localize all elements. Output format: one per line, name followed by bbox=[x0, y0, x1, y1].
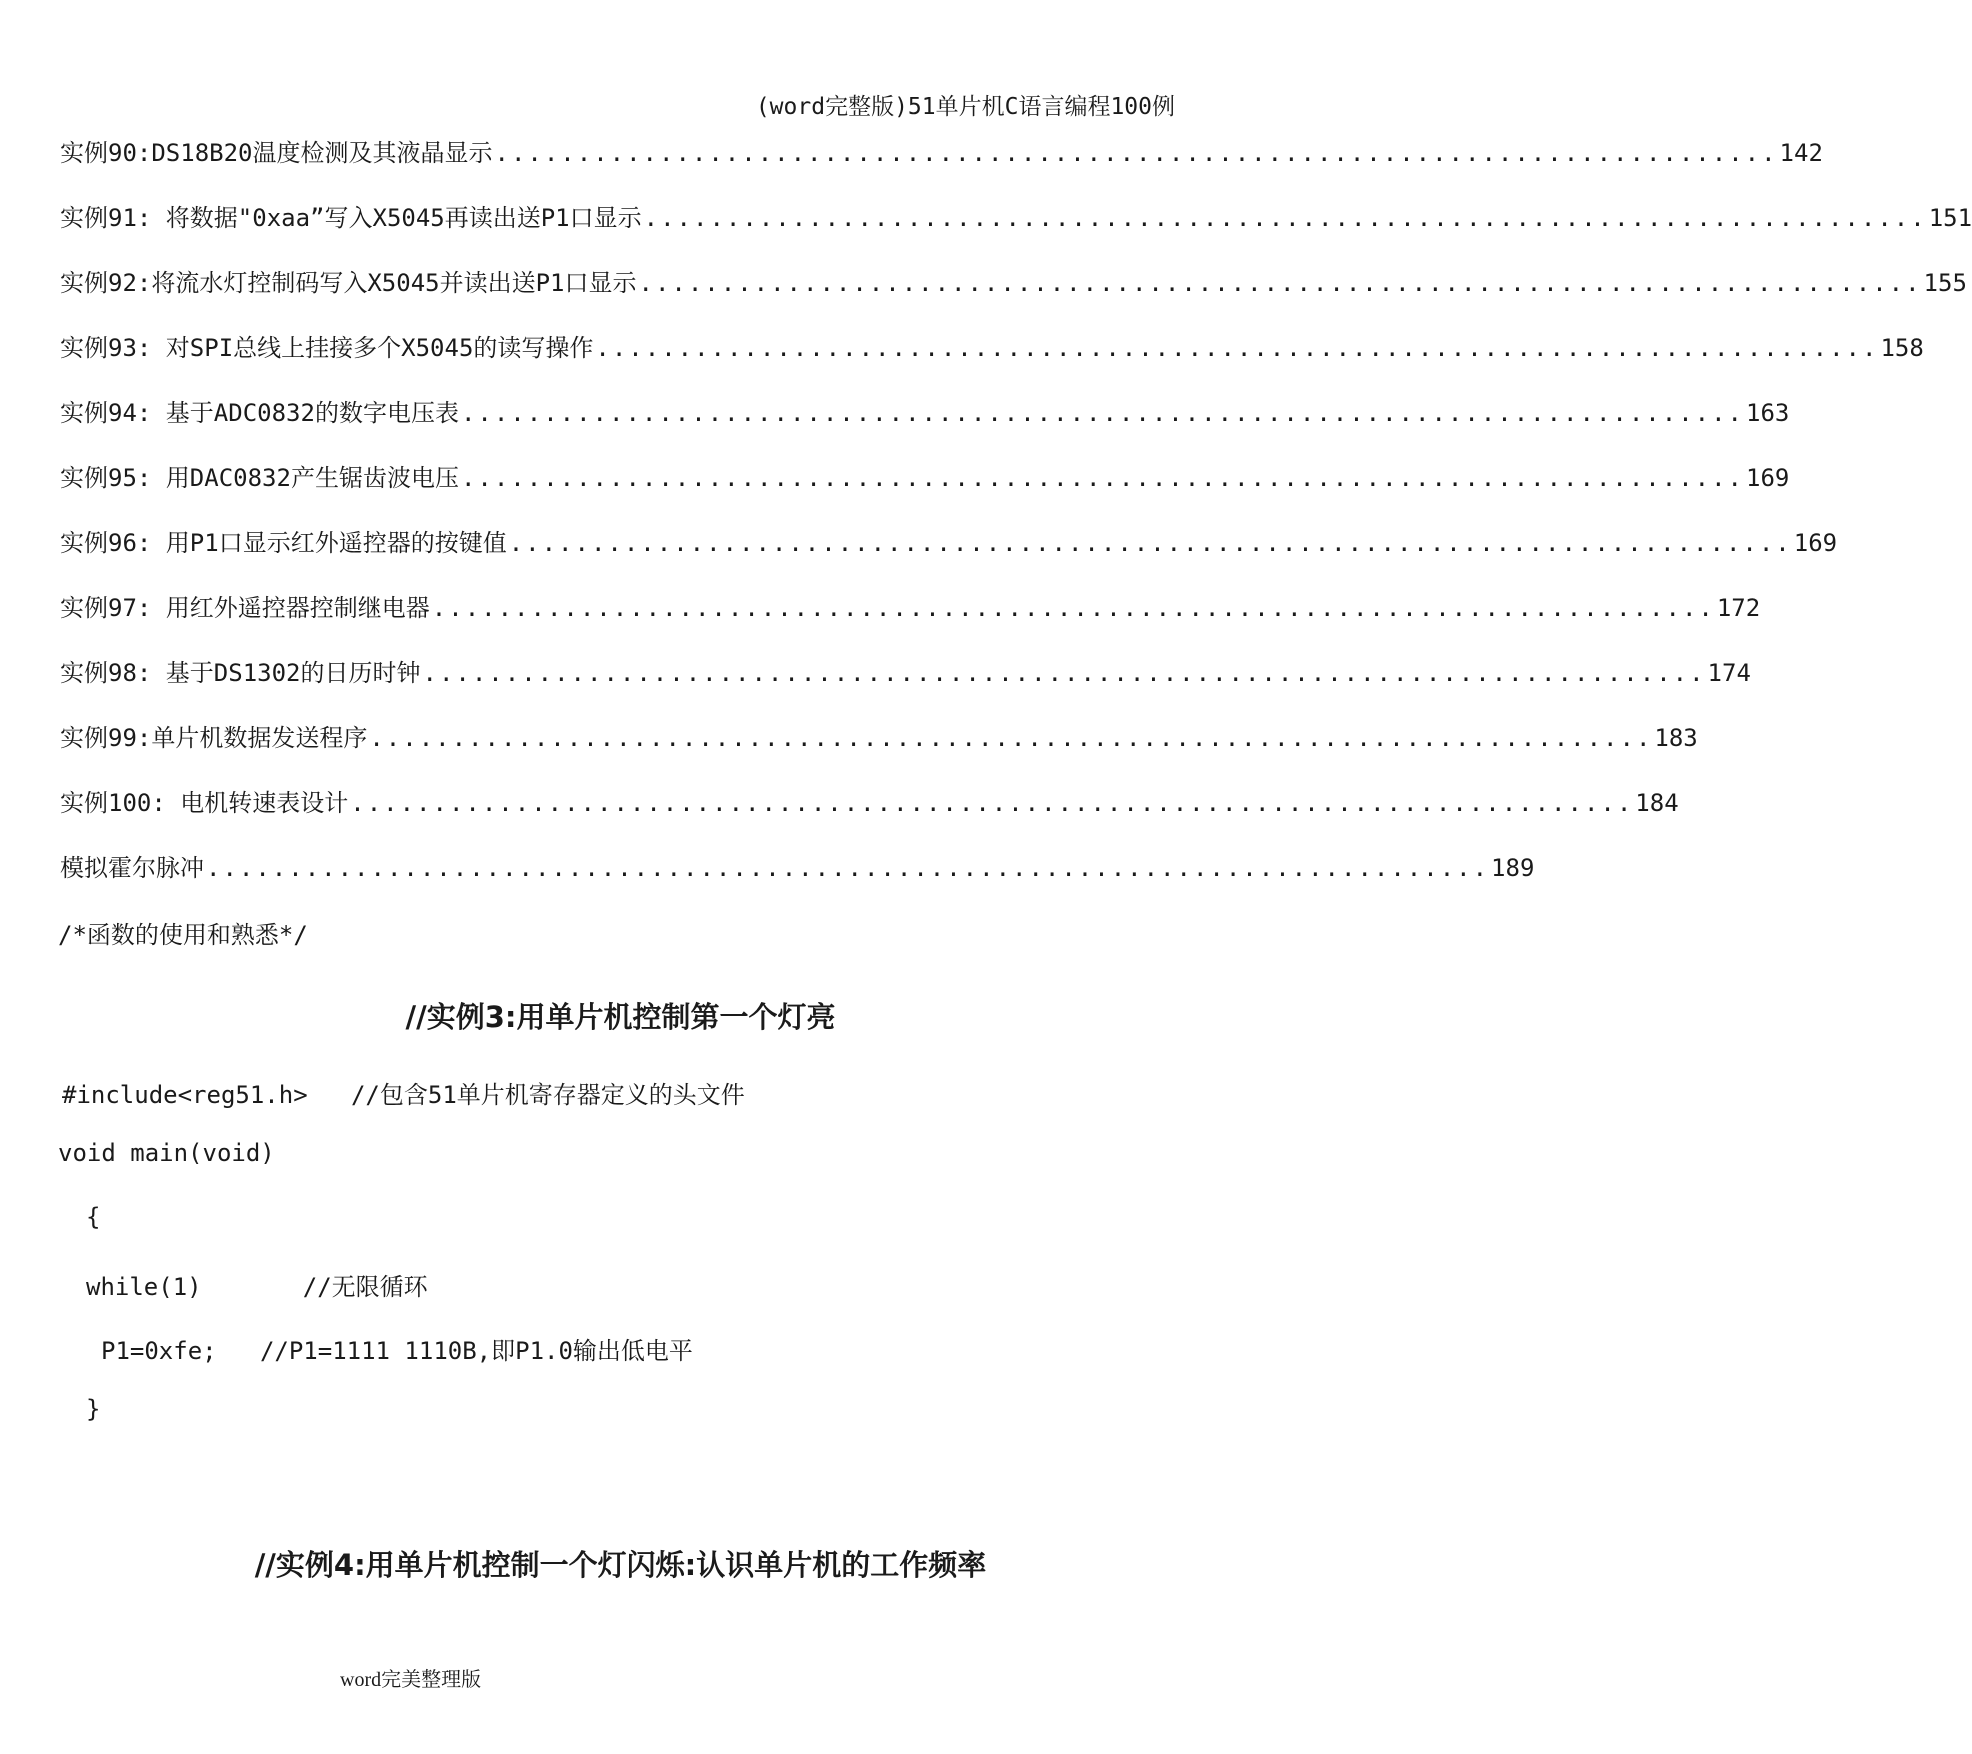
comment-line: /*函数的使用和熟悉*/ bbox=[58, 921, 308, 949]
toc-entry-page: 155 bbox=[1923, 269, 1967, 297]
toc-entry-label: 实例93: 对SPI总线上挂接多个X5045的读写操作 bbox=[60, 334, 594, 362]
page-footer: word完美整理版 bbox=[340, 1669, 482, 1691]
toc-leader-dots: .............................................................................. bbox=[460, 464, 1744, 492]
toc-leader-dots: .............................................................................. bbox=[508, 529, 1792, 557]
toc-leader-dots: .............................................................................. bbox=[595, 334, 1879, 362]
toc-entry bbox=[60, 458, 1790, 523]
toc-entry-page: 151 bbox=[1928, 204, 1972, 232]
toc-entry-page: 189 bbox=[1491, 854, 1535, 882]
toc-entry-label: 实例98: 基于DS1302的日历时钟 bbox=[60, 659, 421, 687]
toc-entry bbox=[60, 393, 1790, 458]
toc-entry bbox=[60, 653, 1751, 718]
toc-entry-label: 实例99:单片机数据发送程序 bbox=[60, 724, 368, 752]
toc-entry-page: 158 bbox=[1880, 334, 1924, 362]
toc-leader-dots: .............................................................................. bbox=[369, 724, 1653, 752]
toc-entry-label: 实例90:DS18B20温度检测及其液晶显示 bbox=[60, 139, 493, 167]
code-line: } bbox=[86, 1395, 101, 1423]
table-of-contents bbox=[60, 133, 1972, 913]
toc-leader-dots: .............................................................................. bbox=[494, 139, 1778, 167]
toc-entry bbox=[60, 198, 1972, 263]
toc-leader-dots: .............................................................................. bbox=[638, 269, 1922, 297]
toc-entry bbox=[60, 523, 1838, 588]
toc-entry-page: 142 bbox=[1779, 139, 1823, 167]
toc-entry-page: 174 bbox=[1707, 659, 1751, 687]
toc-entry bbox=[60, 133, 1823, 198]
code-line: #include<reg51.h> //包含51单片机寄存器定义的头文件 bbox=[62, 1081, 745, 1109]
toc-entry bbox=[60, 263, 1967, 328]
toc-leader-dots: .............................................................................. bbox=[350, 789, 1634, 817]
toc-entry-label: 模拟霍尔脉冲 bbox=[60, 854, 204, 882]
toc-entry-page: 184 bbox=[1635, 789, 1679, 817]
toc-entry bbox=[60, 718, 1698, 783]
toc-entry-label: 实例94: 基于ADC0832的数字电压表 bbox=[60, 399, 459, 427]
toc-entry bbox=[60, 328, 1924, 393]
toc-leader-dots: .............................................................................. bbox=[643, 204, 1927, 232]
toc-leader-dots: .............................................................................. bbox=[431, 594, 1715, 622]
code-line: while(1) //无限循环 bbox=[86, 1273, 428, 1301]
toc-entry bbox=[60, 848, 1535, 913]
toc-entry bbox=[60, 783, 1679, 848]
code-line: void main(void) bbox=[58, 1139, 275, 1167]
toc-entry-page: 183 bbox=[1654, 724, 1698, 752]
toc-entry-label: 实例95: 用DAC0832产生锯齿波电压 bbox=[60, 464, 459, 492]
section-3-title: //实例3:用单片机控制第一个灯亮 bbox=[405, 1000, 836, 1034]
toc-entry-page: 169 bbox=[1793, 529, 1838, 557]
toc-entry-page: 169 bbox=[1746, 464, 1790, 492]
toc-entry bbox=[60, 588, 1761, 653]
toc-entry-label: 实例96: 用P1口显示红外遥控器的按键值 bbox=[60, 529, 507, 557]
toc-entry-label: 实例100: 电机转速表设计 bbox=[60, 789, 349, 817]
toc-leader-dots: .............................................................................. bbox=[460, 399, 1744, 427]
code-line: P1=0xfe; //P1=1111 1110B,即P1.0输出低电平 bbox=[101, 1337, 693, 1365]
toc-entry-page: 163 bbox=[1746, 399, 1790, 427]
section-4-title: //实例4:用单片机控制一个灯闪烁:认识单片机的工作频率 bbox=[254, 1548, 987, 1582]
page-header: (word完整版)51单片机C语言编程100例 bbox=[755, 94, 1175, 120]
toc-entry-label: 实例92:将流水灯控制码写入X5045并读出送P1口显示 bbox=[60, 269, 637, 297]
toc-entry-label: 实例91: 将数据"0xaa”写入X5045再读出送P1口显示 bbox=[60, 204, 642, 232]
toc-entry-label: 实例97: 用红外遥控器控制继电器 bbox=[60, 594, 430, 622]
code-line: { bbox=[86, 1203, 101, 1231]
toc-entry-page: 172 bbox=[1716, 594, 1761, 622]
toc-leader-dots: .............................................................................. bbox=[206, 854, 1490, 882]
toc-leader-dots: .............................................................................. bbox=[422, 659, 1706, 687]
